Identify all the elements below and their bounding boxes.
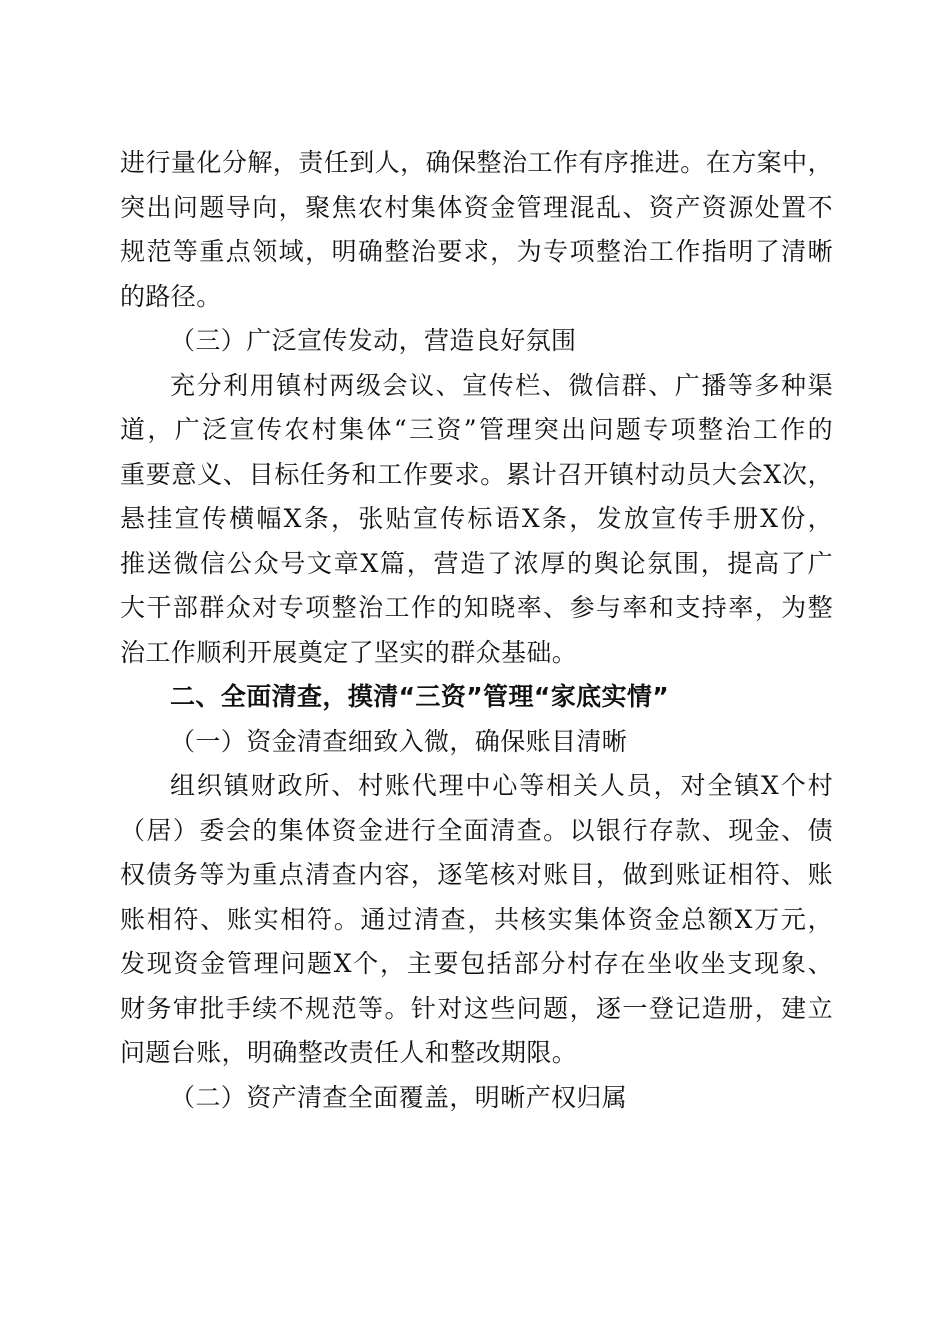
text-line: 权债务等为重点清查内容，逐笔核对账目，做到账证相符、账 <box>120 860 833 889</box>
text-line: 悬挂宣传横幅X条，张贴宣传标语X条，发放宣传手册X份， <box>120 504 833 533</box>
text-line: （居）委会的集体资金进行全面清查。以银行存款、现金、债 <box>120 815 833 845</box>
section-heading: （三）广泛宣传发动，营造良好氛围 <box>170 326 577 355</box>
text-line: 进行量化分解，责任到人，确保整治工作有序推进。在方案中， <box>120 148 833 177</box>
section-heading: （二）资产清查全面覆盖，明晰产权归属 <box>170 1082 628 1112</box>
text-line: 组织镇财政所、村账代理中心等相关人员，对全镇X个村 <box>170 771 833 800</box>
text-line: 规范等重点领域，明确整治要求，为专项整治工作指明了清晰 <box>120 237 833 266</box>
text-line: 大干部群众对专项整治工作的知晓率、参与率和支持率，为整 <box>120 593 833 622</box>
text-line: 突出问题导向，聚焦农村集体资金管理混乱、资产资源处置不 <box>120 192 833 222</box>
text-line: 治工作顺利开展奠定了坚实的群众基础。 <box>120 637 578 667</box>
text-line: 的路径。 <box>120 281 222 311</box>
section-heading: （一）资金清查细致入微，确保账目清晰 <box>170 726 628 756</box>
text-line: 问题台账，明确整改责任人和整改期限。 <box>120 1038 578 1067</box>
text-line: 发现资金管理问题X个，主要包括部分村存在坐收坐支现象、 <box>120 949 833 978</box>
text-line: 财务审批手续不规范等。针对这些问题，逐一登记造册，建立 <box>120 993 833 1023</box>
text-line: 充分利用镇村两级会议、宣传栏、微信群、广播等多种渠 <box>170 370 833 400</box>
document-page <box>120 141 833 1120</box>
text-line: 重要意义、目标任务和工作要求。累计召开镇村动员大会X次， <box>120 459 833 489</box>
chapter-heading: 二、全面清查，摸清“三资”管理“家底实情” <box>170 682 670 711</box>
text-line: 推送微信公众号文章X篇，营造了浓厚的舆论氛围，提高了广 <box>120 548 833 578</box>
text-line: 道，广泛宣传农村集体“三资”管理突出问题专项整治工作的 <box>120 415 833 444</box>
text-line: 账相符、账实相符。通过清查，共核实集体资金总额X万元， <box>120 904 833 934</box>
